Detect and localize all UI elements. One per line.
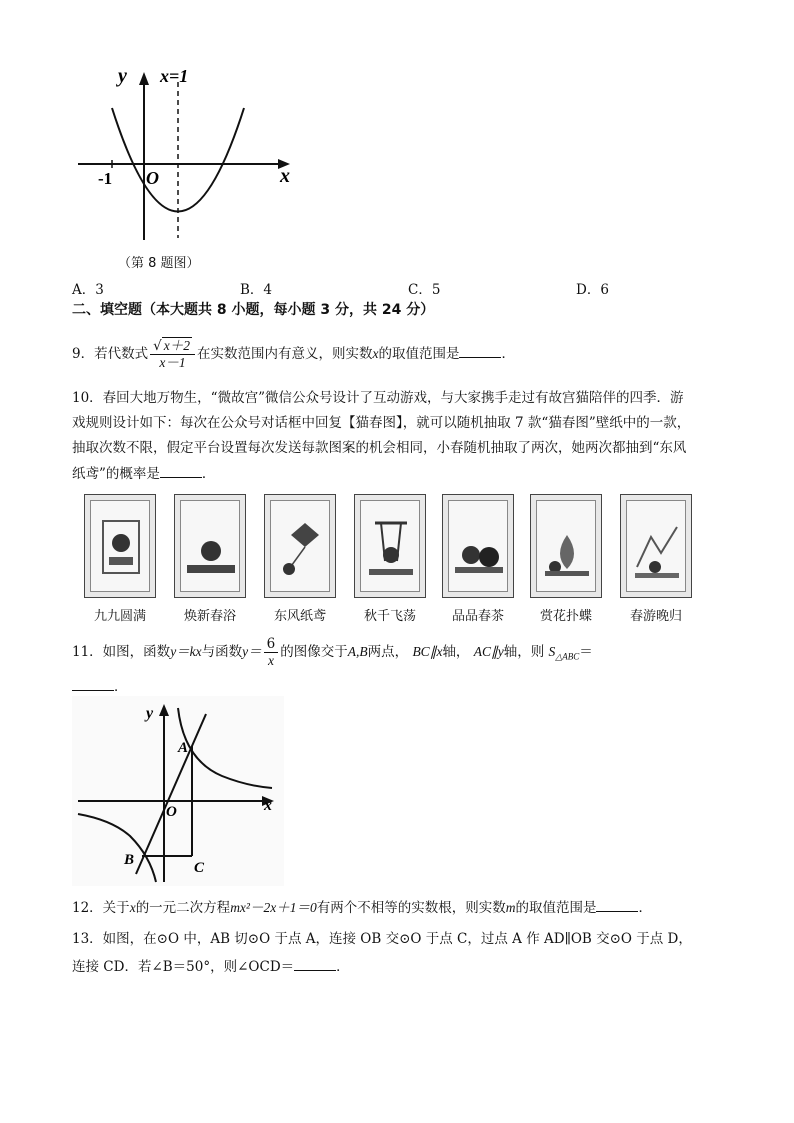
q11-mid2: 的图像交于 xyxy=(280,644,348,660)
q13-line-2-text: 连接 CD．若∠B＝50°，则∠OCD＝ xyxy=(72,959,295,975)
q10-answer-blank xyxy=(160,463,202,478)
card-image-4 xyxy=(354,494,426,598)
kite-illustration-icon xyxy=(275,519,327,579)
q13-line-2 xyxy=(72,956,350,977)
q12-prefix: 12．关于 xyxy=(72,900,130,916)
x-axis-label: x xyxy=(280,165,290,187)
q13-answer-blank xyxy=(294,956,336,971)
figure-8-caption: （第 8 题图） xyxy=(118,256,200,271)
q10-line-3: 抽取次数不限，假定平台设置每次发送每款图案的机会相同，小春随机抽取了两次，她两次都抽到“东风 xyxy=(72,440,687,456)
cat-illustration-icon xyxy=(185,535,237,579)
card-caption-4: 秋千飞荡 xyxy=(363,609,416,624)
q12-answer-blank xyxy=(596,897,638,912)
q13-line-1: 13．如图，在⊙O 中，AB 切⊙O 于点 A，连接 OB 交⊙O 于点 C，过点 A 作 AD∥OB 交⊙O 于点 D， xyxy=(72,931,692,947)
fig11-x-label: x xyxy=(264,797,272,814)
q11-eq1: y＝kx xyxy=(170,644,202,659)
q9-prefix: 9．若代数式 xyxy=(72,346,149,362)
q9-suffix2: 的取值范围是 xyxy=(378,346,460,362)
q9-answer-blank xyxy=(459,343,501,358)
q12-mid2: 有两个不相等的实数根，则实数 xyxy=(316,900,506,916)
q12-suffix: 的取值范围是 xyxy=(515,900,597,916)
butterfly-illustration-icon xyxy=(541,529,593,579)
q12-eq: mx²－2x＋1＝0 xyxy=(230,900,317,915)
q9-denominator: x－1 xyxy=(159,355,186,370)
q10-end: ． xyxy=(201,466,216,482)
spring-outing-illustration-icon xyxy=(631,517,683,581)
q11-end: ． xyxy=(114,679,128,695)
q12-mid: 的一元二次方程 xyxy=(135,900,231,916)
origin-label: O xyxy=(146,168,159,188)
figure-11-hyperbola xyxy=(72,696,284,886)
card-image-5 xyxy=(442,494,514,598)
card-image-1 xyxy=(84,494,156,598)
q11-axis1: 轴， xyxy=(442,644,470,660)
card-caption-7: 春游晚归 xyxy=(629,609,682,624)
question-12 xyxy=(72,897,652,918)
symmetry-label: x=1 xyxy=(160,66,189,86)
tea-illustration-icon xyxy=(453,535,505,579)
q11-mid3: 两点， xyxy=(367,644,409,660)
swing-illustration-icon xyxy=(365,517,417,581)
card-caption-1: 九九圆满 xyxy=(93,609,146,624)
q8-option-c: C．5 xyxy=(408,282,441,298)
q12-m: m xyxy=(505,900,516,915)
parabola-curve xyxy=(112,108,244,212)
q12-end: ． xyxy=(638,900,652,916)
card-caption-2: 焕新春浴 xyxy=(183,609,236,624)
fig11-o-label: O xyxy=(166,804,177,820)
q11-ac: AC∥y xyxy=(473,644,504,659)
q10-line-1: 10．春回大地万物生，“微故宫”微信公众号设计了互动游戏，与大家携手走过有故宫猫陪伴的四季．游 xyxy=(72,390,684,406)
card-image-7 xyxy=(620,494,692,598)
card-image-2 xyxy=(174,494,246,598)
question-9 xyxy=(72,336,515,372)
q9-suffix: 在实数范围内有意义，则实数 xyxy=(196,346,373,362)
card-image-6 xyxy=(530,494,602,598)
q11-fraction xyxy=(264,636,279,669)
q11-prefix: 11．如图，函数 xyxy=(72,644,171,660)
q11-answer-line xyxy=(72,676,128,697)
section-2-title: 二、填空题（本大题共 8 小题，每小题 3 分，共 24 分） xyxy=(72,302,435,318)
card-caption-5: 品品春茶 xyxy=(451,609,504,624)
q10-line-4-text: 纸鸢”的概率是 xyxy=(72,466,160,482)
q8-option-d: D．6 xyxy=(576,282,609,298)
q10-line-2: 戏规则设计如下：每次在公众号对话框中回复【猫春图】，就可以随机抽取 7 款“猫春图”壁纸中的一款， xyxy=(72,415,691,431)
fig11-a-label: A xyxy=(178,740,189,756)
q11-eq: ＝ xyxy=(579,644,593,660)
q11-eq2-left: y＝ xyxy=(242,644,262,659)
q12-var: x xyxy=(129,900,136,915)
q11-eq2-den: x xyxy=(267,653,274,668)
q9-numerator: x＋2 xyxy=(163,338,190,353)
fig11-b-label: B xyxy=(124,852,135,868)
fig11-y-label: y xyxy=(146,705,154,722)
q11-mid: 与函数 xyxy=(201,644,243,660)
q11-s-sub: △ABC xyxy=(555,651,580,662)
q9-end: ． xyxy=(501,346,515,362)
q11-s: S xyxy=(548,644,556,659)
q11-eq2-num: 6 xyxy=(264,636,279,653)
card-caption-6: 赏花扑蝶 xyxy=(539,609,592,624)
q9-fraction: $\frac{√ x+2}{x-1}$ xyxy=(150,338,195,371)
figure-8-parabola xyxy=(68,60,308,250)
question-11 xyxy=(72,634,593,675)
q11-points: A,B xyxy=(347,644,368,659)
q13-end: ． xyxy=(336,959,350,975)
q11-bc: BC∥x xyxy=(412,644,443,659)
q10-line-4 xyxy=(72,463,215,484)
q8-option-a: A．3 xyxy=(72,282,104,298)
q8-option-b: B．4 xyxy=(240,282,273,298)
q11-answer-blank xyxy=(72,676,114,691)
card-caption-3: 东风纸鸢 xyxy=(273,609,326,624)
q11-axis2: 轴，则 xyxy=(503,644,545,660)
y-axis-label: y xyxy=(118,65,127,87)
y-axis-arrow xyxy=(139,72,149,85)
cat-illustration-icon xyxy=(99,517,143,577)
q9-var: x xyxy=(372,346,379,361)
card-image-3 xyxy=(264,494,336,598)
minus-one-label: -1 xyxy=(98,169,113,188)
fig11-c-label: C xyxy=(194,860,205,876)
